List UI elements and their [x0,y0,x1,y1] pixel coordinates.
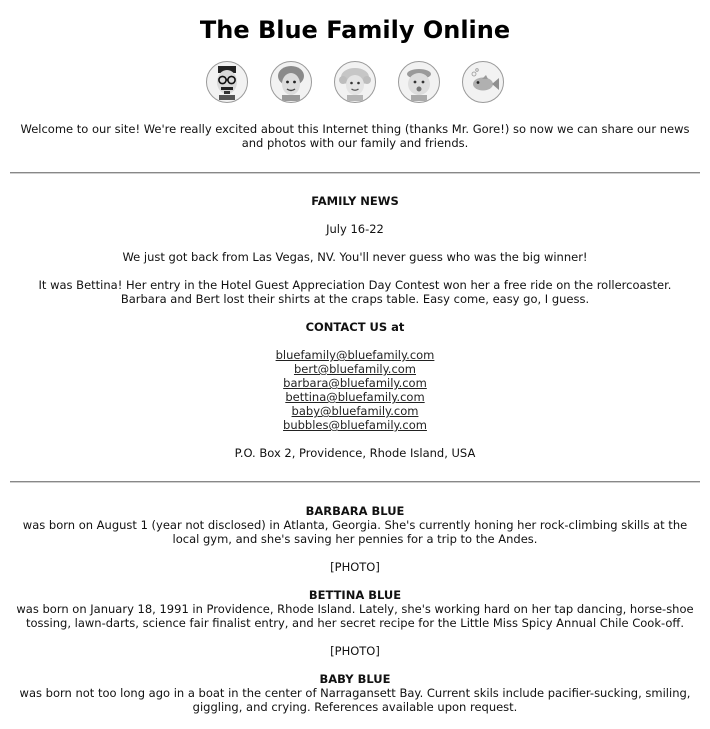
bettina-avatar-icon[interactable] [334,61,376,103]
baby-avatar-icon[interactable] [398,61,440,103]
member-name-barbara: BARBARA BLUE [305,504,405,518]
email-link-bert[interactable]: bert@bluefamily.com [293,362,417,376]
member-name-baby: BABY BLUE [319,672,391,686]
email-link-bettina[interactable]: bettina@bluefamily.com [285,390,425,404]
intro-text: Welcome to our site! We're really excited about this Internet thing (thanks Mr. Gore!) so now we can share our news and photos with our family and friends. [20,122,690,150]
email-link-bluefamily[interactable]: bluefamily@bluefamily.com [275,348,435,362]
photo-placeholder-bettina: [PHOTO] [330,644,380,658]
members-section [0,504,710,714]
email-link-barbara[interactable]: barbara@bluefamily.com [283,376,427,390]
photo-placeholder-barbara: [PHOTO] [330,560,380,574]
news-date: July 16-22 [326,222,384,236]
mailing-address: P.O. Box 2, Providence, Rhode Island, USA [234,446,476,460]
member-bio-bettina: was born on January 18, 1991 in Providence, Rhode Island. Lately, she's working hard on her tap dancing, horse-shoe tossing, lawn-darts, science fair finalist entry, and her secret recipe for the Little Miss Spicy Annual Chile Cook-off. [16,602,694,630]
barbara-avatar-icon[interactable] [270,61,312,103]
bubbles-fish-icon[interactable] [462,61,504,103]
news-paragraph-2: It was Bettina! Her entry in the Hotel Guest Appreciation Day Contest won her a free ride on the rollercoaster. Barbara and Bert lost their shirts at the craps table. Easy come, easy go, I guess. [38,278,672,306]
member-bio-baby: was born not too long ago in a boat in the center of Narragansett Bay. Current skils include pacifier-sucking, smiling, giggling, and crying. References available upon request. [19,686,691,714]
email-link-baby[interactable]: baby@bluefamily.com [291,404,419,418]
divider [10,172,700,174]
divider [10,481,700,483]
email-link-bubbles[interactable]: bubbles@bluefamily.com [283,418,427,432]
family-news-section [0,194,710,460]
news-paragraph-1: We just got back from Las Vegas, NV. You'll never guess who was the big winner! [122,250,588,264]
news-heading: FAMILY NEWS [311,194,399,208]
email-list [0,348,710,432]
bert-avatar-icon[interactable] [206,61,248,103]
page-title: The Blue Family Online [199,16,511,44]
member-bio-barbara: was born on August 1 (year not disclosed) in Atlanta, Georgia. She's currently honing her rock-climbing skills at the local gym, and she's saving her pennies for a trip to the Andes. [22,518,688,546]
avatar-row [0,61,710,105]
contact-heading: CONTACT US at [305,320,405,334]
member-name-bettina: BETTINA BLUE [308,588,402,602]
